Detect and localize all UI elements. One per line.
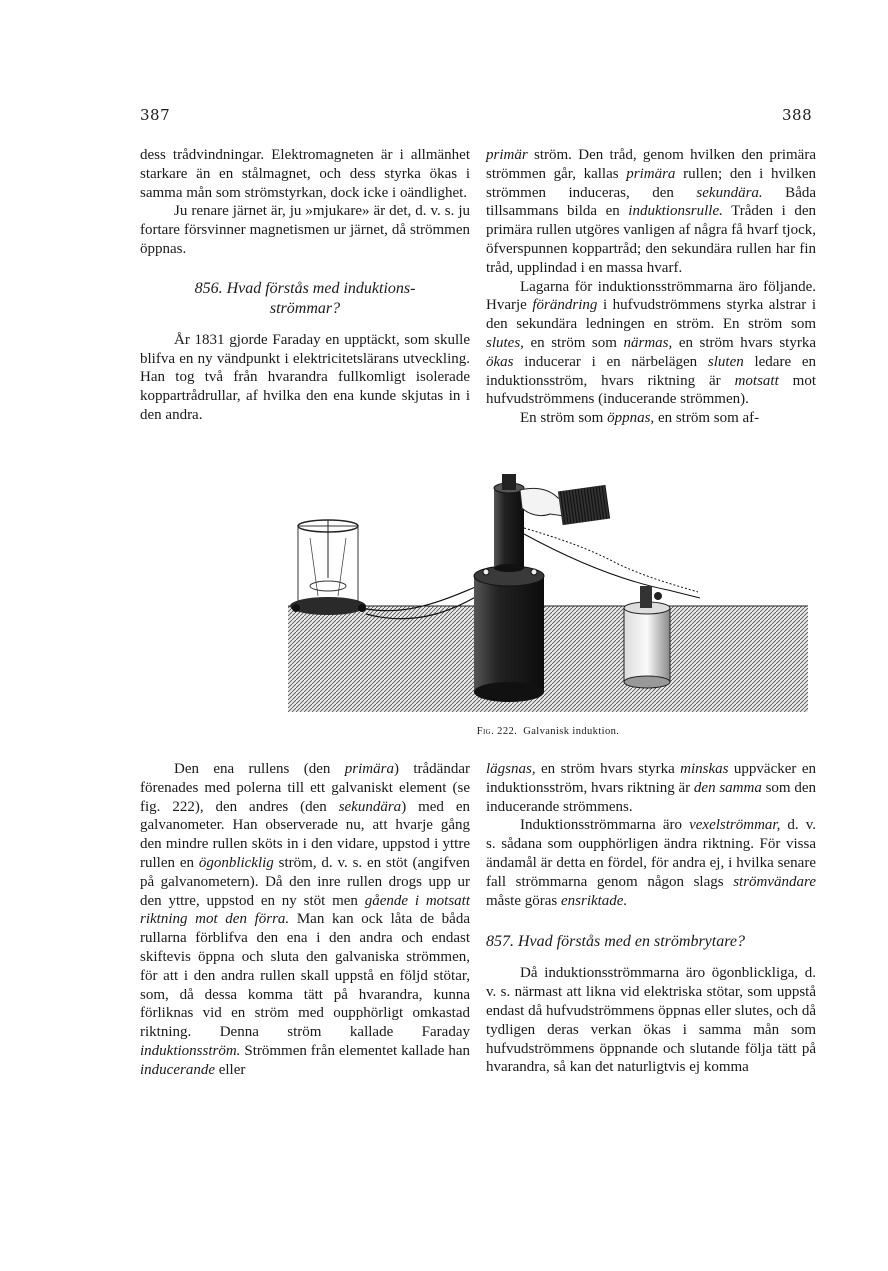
right-column-top [486, 146, 816, 428]
page-number-right: 388 [782, 106, 813, 124]
table-surface [288, 606, 808, 712]
hand-holding-coil [520, 485, 610, 525]
figure-galvanic-induction [288, 468, 808, 712]
paragraph: Lagarna för induktionsströmmarna äro följande. Hvarje förändring i hufvudströmmens styrka alstrar i den sekundära ledningen en ström. En ström som slutes, en ström som närmas, en ström hvars styrka ökas inducerar i en närbelägen sluten ledare en induktionsström, hvars riktning är motsatt mot hufvudströmmens (inducerande strömmen). [486, 278, 817, 408]
paragraph: primär ström. Den tråd, genom hvilken den primära strömmen går, kallas primära rullen; den i hvilken strömmen induceras, den sekundära. Båda tillsammans bilda en induktionsrulle. Tråden i den primära rullen utgöres vanligen af några få hvarf tjock, öfverspunnen koppartråd; den sekundära rullen har fin tråd, upplindad i en massa hvarf. [486, 147, 817, 276]
paragraph: Induktionsströmmarna äro vexelströmmar, d. v. s. sådana som oupphörligen ändra riktning. För vissa ändamål är detta en fördel, för andra ej, i hvilka senare fall strömmarna genom någon slags strömvändare måste göras ensriktade. [486, 817, 817, 909]
paragraph: Den ena rullens (den primära) trådändar förenades med polerna till ett galvaniskt element (se fig. 222), den andres (den sekundära) med en galvanometer. Han observerade nu, att hvarje gång den mindre rullen sköts in i den vidare, uppstod i yttre rullen en ögonblicklig ström, d. v. s. en stöt (angifven på galvanometern). Då den inre rullen drogs upp ur den yttre, uppstod en ny stöt men gående i motsatt riktning mot den förra. Man kan ock låta de båda rullarna förblifva den ena i den andra och endast skiftevis öppna och sluta den galvaniska strömmen, för att i den andra rullen skall uppstå en följd stötar, som, då dessa komma tätt på hvarandra, kunna förliknas vid en ström med oupphörligt omkastad riktning. Denna ström kallade Faraday induktionsström. Strömmen från elementet kallade han inducerande eller [140, 761, 471, 1078]
paragraph: En ström som öppnas, en ström som af- [520, 410, 760, 427]
left-column-bottom [140, 760, 470, 1080]
paragraph: dess trådvindningar. Elektromagneten är i allmänhet starkare än en stålmagnet, och dess styrka ökas i samma mån som strömstyrkan, dock icke i oändlighet. [140, 147, 470, 201]
primary-coil [494, 474, 524, 572]
left-column-top [140, 146, 470, 425]
section-heading-856: 856. Hvad förstås med induktions-strömmar? [194, 279, 416, 317]
paragraph: Ju renare järnet är, ju »mjukare» är det, d. v. s. ju fortare försvinner magnetismen ur järnet, då strömmen öppnas. [140, 203, 470, 257]
galvanic-element [624, 586, 670, 688]
right-column-bottom [486, 760, 816, 1077]
paragraph: lägsnas, en ström hvars styrka minskas uppväcker en induktionsström, hvars riktning är den samma som den inducerande strömmens. [486, 761, 816, 815]
paragraph: Då induktionsströmmarna äro ögonblickliga, d. v. s. närmast att likna vid elektriska stötar, som uppstå endast då hufvudströmmens öppnas eller slutes, och då tydligen deras verkan ökas i samma mån som hufvudströmmens öppnande och slutande följa tätt på hvarandra, så kan det naturligtvis ej komma [486, 965, 816, 1076]
page-number-left: 387 [140, 106, 171, 124]
galvanometer [290, 520, 366, 615]
figure-caption: Fig. 222. Galvanisk induktion. [476, 726, 620, 737]
section-heading-857: 857. Hvad förstås med en strömbrytare? [486, 933, 745, 951]
secondary-coil [474, 566, 544, 702]
engraving-illustration [288, 468, 808, 712]
paragraph: År 1831 gjorde Faraday en upptäckt, som skulle blifva en ny vändpunkt i elektricitetslärans utveckling. Han tog två från hvarandra fullkomligt isolerade koppartrådrullar, af hvilka den ena kunde skjutas in i den andra. [140, 331, 470, 423]
